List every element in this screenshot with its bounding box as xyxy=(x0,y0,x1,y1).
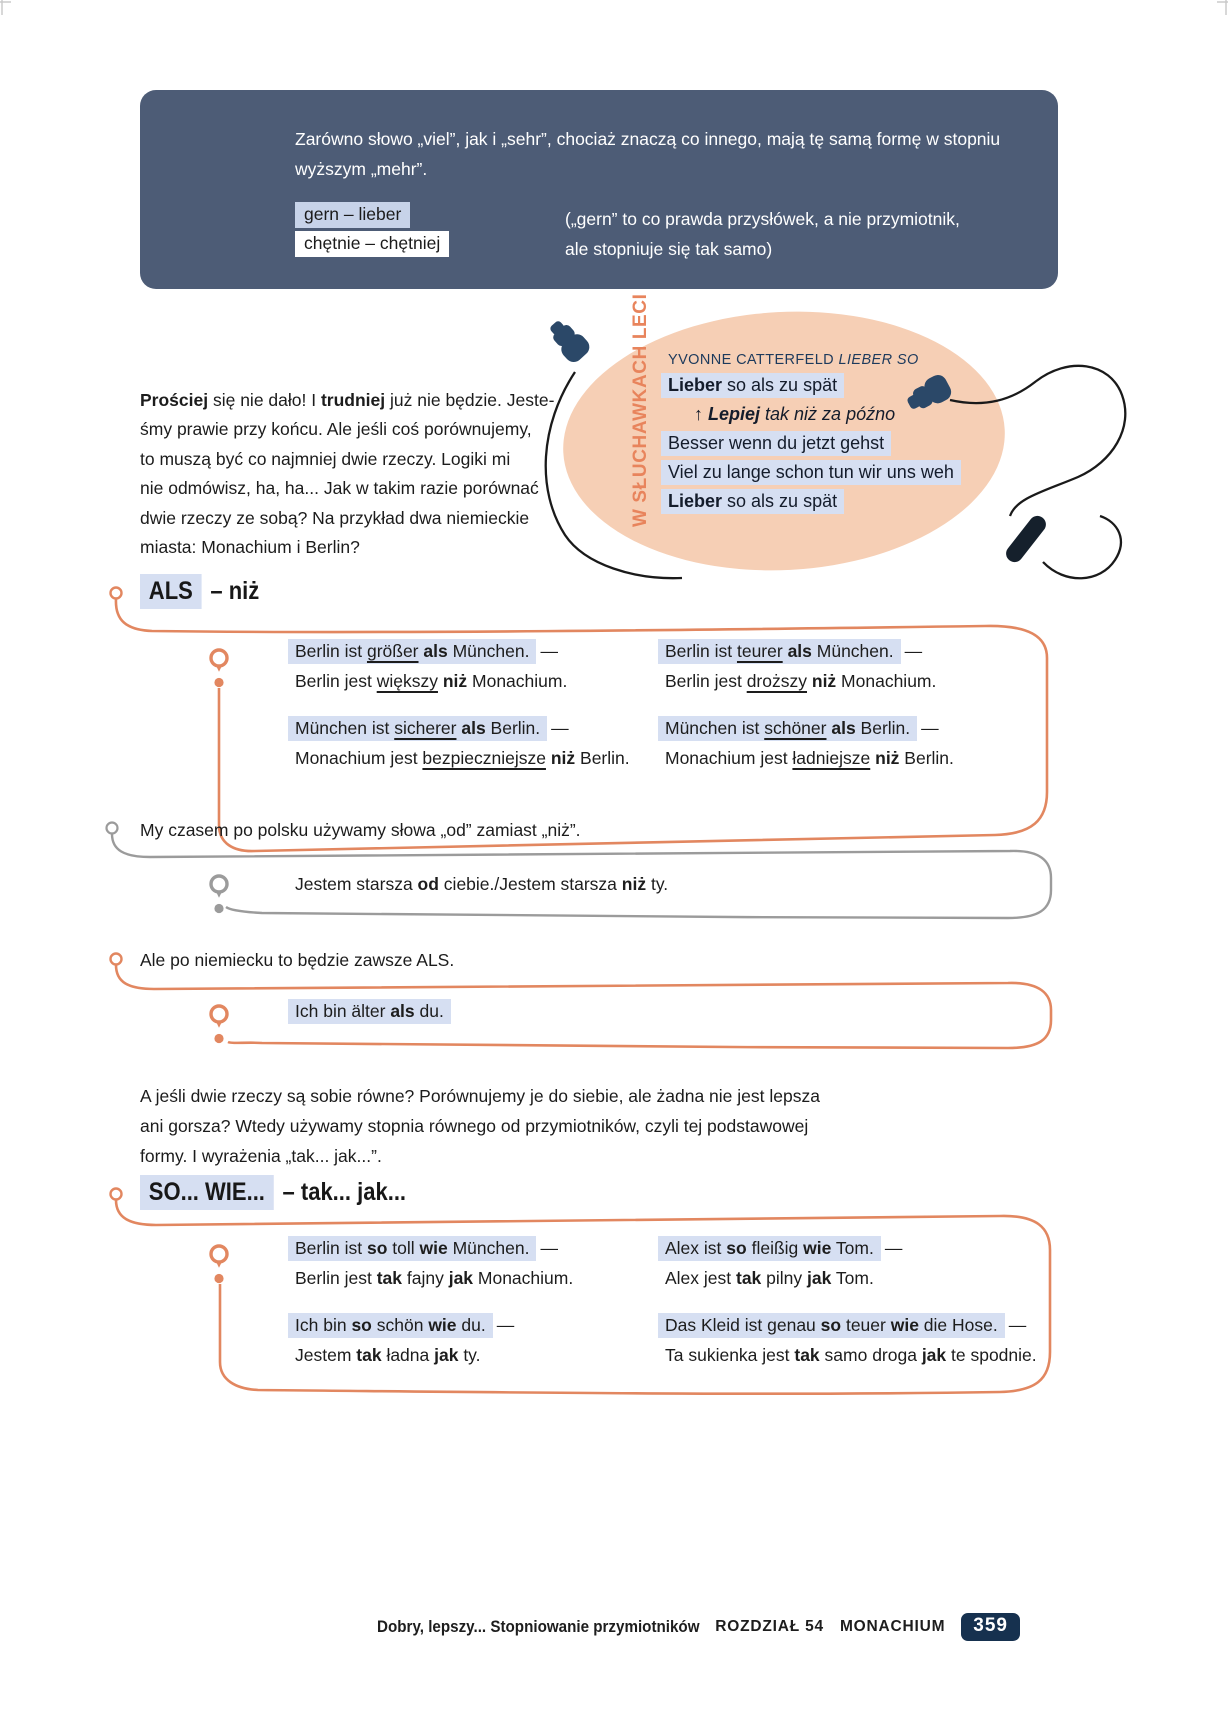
footer-chapter: ROZDZIAŁ 54 xyxy=(715,1618,824,1635)
song-lyrics-box xyxy=(661,352,961,520)
example-de-text: Berlin ist so toll wie München. xyxy=(288,1236,536,1261)
paragraph-line: ani gorsza? Wtedy używamy stopnia równego od przymiotników, czyli tej podstawowej xyxy=(140,1115,809,1136)
example-pl-text: Berlin jest tak fajny jak Monachium. xyxy=(295,1268,574,1288)
lyric-translation-text: ↑ Lepiej tak niż za późno xyxy=(694,404,896,424)
example-pl-text: Berlin jest droższy niż Monachium. xyxy=(665,671,937,691)
footer-section-title: Dobry, lepszy... Stopniowanie przymiotników xyxy=(376,1617,700,1636)
dash: — xyxy=(904,641,923,661)
example-de xyxy=(288,641,558,662)
example-de xyxy=(288,1238,558,1259)
paragraph-line: to muszą być co najmniej dwie rzeczy. Logiki mi xyxy=(140,448,511,469)
example-de xyxy=(288,1315,514,1336)
song-lyric-line xyxy=(661,491,961,520)
keyword-so-wie: SO... WIE... xyxy=(140,1175,274,1210)
example-de-text: Alex ist so fleißig wie Tom. xyxy=(658,1236,881,1261)
keyword-als: ALS xyxy=(140,574,202,609)
example-pl xyxy=(658,1345,1044,1366)
paragraph-line: dwie rzeczy ze sobą? Na przykład dwa niemieckie xyxy=(140,507,530,528)
dash: — xyxy=(884,1238,903,1258)
chetnie-comparative-highlight: chętnie – chętniej xyxy=(295,231,449,257)
side-note-line: („gern” to co prawda przysłówek, a nie przymiotnik, xyxy=(565,209,960,229)
als-always-example xyxy=(288,1001,451,1022)
dash: — xyxy=(1008,1315,1027,1335)
als-pin-icon xyxy=(211,650,227,687)
section-header-so-wie xyxy=(140,1178,406,1207)
keyword-so-wie-translation: – tak... jak... xyxy=(282,1178,407,1206)
footer-city: MONACHIUM xyxy=(839,1618,946,1635)
paragraph-line: nie odmówisz, ha, ha... Jak w takim razie porównać xyxy=(140,478,539,499)
lyric-highlight: Viel zu lange schon tun wir uns weh xyxy=(661,460,961,485)
grammar-info-box xyxy=(140,90,1058,289)
info-box-line: Zarówno słowo „viel”, jak i „sehr”, chociaż znaczą co innego, mają tę samą formę w stopniu xyxy=(295,129,1001,149)
song-title: YVONNE CATTERFELD LIEBER SO xyxy=(668,352,919,368)
example-pl xyxy=(658,671,943,692)
earbud-left-icon xyxy=(544,315,594,366)
example-de-text: München ist sicherer als Berlin. xyxy=(288,716,547,741)
example-pl-text: Monachium jest bezpieczniejsze niż Berlin. xyxy=(295,748,630,768)
example-pl-text: Berlin jest większy niż Monachium. xyxy=(295,671,568,691)
example-pl xyxy=(288,671,574,692)
paragraph-line: A jeśli dwie rzeczy są sobie równe? Porównujemy je do siebie, ale żadna nie jest lepsza xyxy=(140,1086,820,1106)
equality-paragraph xyxy=(140,1082,820,1171)
paragraph-line: miasta: Monachium i Berlin? xyxy=(140,537,360,558)
section-header-als xyxy=(140,577,259,606)
paragraph-line: Prościej się nie dało! I trudniej już nie będzie. Jeste- xyxy=(140,390,555,410)
dash: — xyxy=(540,641,558,661)
od-example xyxy=(288,874,675,895)
lyric-highlight: Besser wenn du jetzt gehst xyxy=(661,431,891,456)
gern-comparative-highlight: gern – lieber xyxy=(295,202,410,228)
example-de-text: Berlin ist teurer als München. xyxy=(658,639,901,664)
example-pl-text: Monachium jest ładniejsze niż Berlin. xyxy=(665,748,954,768)
example-pl-text: Ta sukienka jest tak samo droga jak te spodnie. xyxy=(665,1345,1037,1365)
example-pl xyxy=(658,1268,881,1289)
page-number-badge: 359 xyxy=(961,1613,1020,1641)
earbud-wire-right-end xyxy=(1043,516,1121,578)
dash: — xyxy=(496,1315,515,1335)
example-de xyxy=(658,1315,1026,1336)
paragraph-line: śmy prawie przy końcu. Ale jeśli coś porównujemy, xyxy=(140,419,532,440)
lyric-highlight: Lieber so als zu spät xyxy=(661,489,844,514)
od-pin-icon xyxy=(211,876,227,913)
dash: — xyxy=(540,1238,558,1258)
example-de-text: Berlin ist größer als München. xyxy=(288,639,536,664)
od-example-text: Jestem starsza od ciebie./Jestem starsza niż ty. xyxy=(295,874,669,894)
example-de-text: München ist schöner als Berlin. xyxy=(658,716,917,741)
dash: — xyxy=(551,718,569,738)
info-box-line: wyższym „mehr”. xyxy=(295,159,428,179)
od-note: My czasem po polsku używamy słowa „od” zamiast „niż”. xyxy=(140,820,581,840)
song-lyric-translation xyxy=(661,404,961,433)
als-always-note: Ale po niemiecku to będzie zawsze ALS. xyxy=(140,950,455,970)
als-always-pin-icon xyxy=(211,1006,227,1043)
song-lyric-line xyxy=(661,433,961,462)
lyric-highlight: Lieber so als zu spät xyxy=(661,373,844,398)
crop-marks xyxy=(0,0,1228,15)
page-footer xyxy=(0,1612,1020,1642)
side-note-line: ale stopniuje się tak samo) xyxy=(565,239,773,259)
example-de xyxy=(288,718,569,739)
so-wie-pin-icon xyxy=(211,1246,227,1283)
info-box-side-note xyxy=(565,204,960,264)
intro-paragraph xyxy=(140,386,554,562)
dash: — xyxy=(921,718,939,738)
example-de xyxy=(658,1238,902,1259)
example-pl xyxy=(658,748,961,769)
cable-remote-icon xyxy=(1003,512,1050,565)
song-lyric-line xyxy=(661,462,961,491)
als-always-example-text: Ich bin älter als du. xyxy=(288,999,451,1024)
paragraph-line: formy. I wyrażenia „tak... jak...”. xyxy=(140,1145,382,1166)
example-de-text: Das Kleid ist genau so teuer wie die Hose. xyxy=(658,1313,1005,1338)
song-lyric-line xyxy=(661,375,961,404)
example-pl-text: Jestem tak ładna jak ty. xyxy=(295,1345,481,1365)
info-box-text xyxy=(295,124,1000,184)
example-pl xyxy=(288,748,637,769)
example-pl-text: Alex jest tak pilny jak Tom. xyxy=(665,1268,874,1288)
example-de xyxy=(658,641,922,662)
headphones-section-label: W SŁUCHAWKACH LECI xyxy=(630,293,651,527)
keyword-als-translation: – niż xyxy=(210,577,260,605)
example-pl xyxy=(288,1345,488,1366)
example-de xyxy=(658,718,939,739)
example-pl xyxy=(288,1268,580,1289)
example-de-text: Ich bin so schön wie du. xyxy=(288,1313,493,1338)
